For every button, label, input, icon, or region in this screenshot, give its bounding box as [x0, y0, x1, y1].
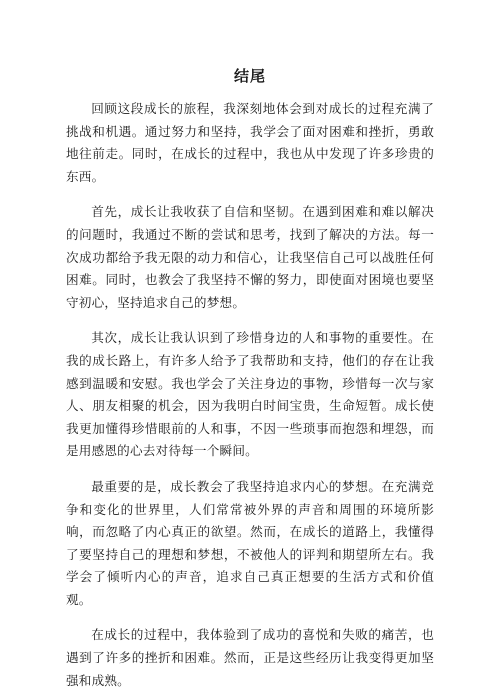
paragraph-4: 最重要的是，成长教会了我坚持追求内心的梦想。在充满竞争和变化的世界里，人们常常被外界的声音和周围的环境所影响，而忽略了内心真正的欲望。然而，在成长的道路上，我懂得了要坚持自己的理想和梦想，不被他人的评判和期望所左右。我学会了倾听内心的声音，追求自己真正想要的生活方式和价值观。	[66, 478, 434, 607]
paragraph-2: 首先，成长让我收获了自信和坚韧。在遇到困难和难以解决的问题时，我通过不断的尝试和思考，找到了解决的方法。每一次成功都给予我无限的动力和信心，让我坚信自己可以战胜任何困难。同时，也教会了我坚持不懈的努力，即使面对困境也要坚守初心，坚持追求自己的梦想。	[66, 204, 434, 310]
paragraph-1: 回顾这段成长的旅程，我深刻地体会到对成长的过程充满了挑战和机遇。通过努力和坚持，我学会了面对困难和挫折，勇敢地往前走。同时，在成长的过程中，我也从中发现了许多珍贵的东西。	[66, 101, 434, 184]
paragraph-3: 其次，成长让我认识到了珍惜身边的人和事物的重要性。在我的成长路上，有许多人给予了我帮助和支持，他们的存在让我感到温暖和安慰。我也学会了关注身边的事物，珍惜每一次与家人、朋友相聚的机会，因为我明白时间宝贵，生命短暂。成长使我更加懂得珍惜眼前的人和事，不因一些琐事而抱怨和埋怨，而是用感恩的心去对待每一个瞬间。	[66, 330, 434, 459]
page-title: 结尾	[233, 67, 266, 85]
paragraph-5: 在成长的过程中，我体验到了成功的喜悦和失败的痛苦，也遇到了许多的挫折和困难。然而，正是这些经历让我变得更加坚强和成熟。	[66, 627, 434, 688]
